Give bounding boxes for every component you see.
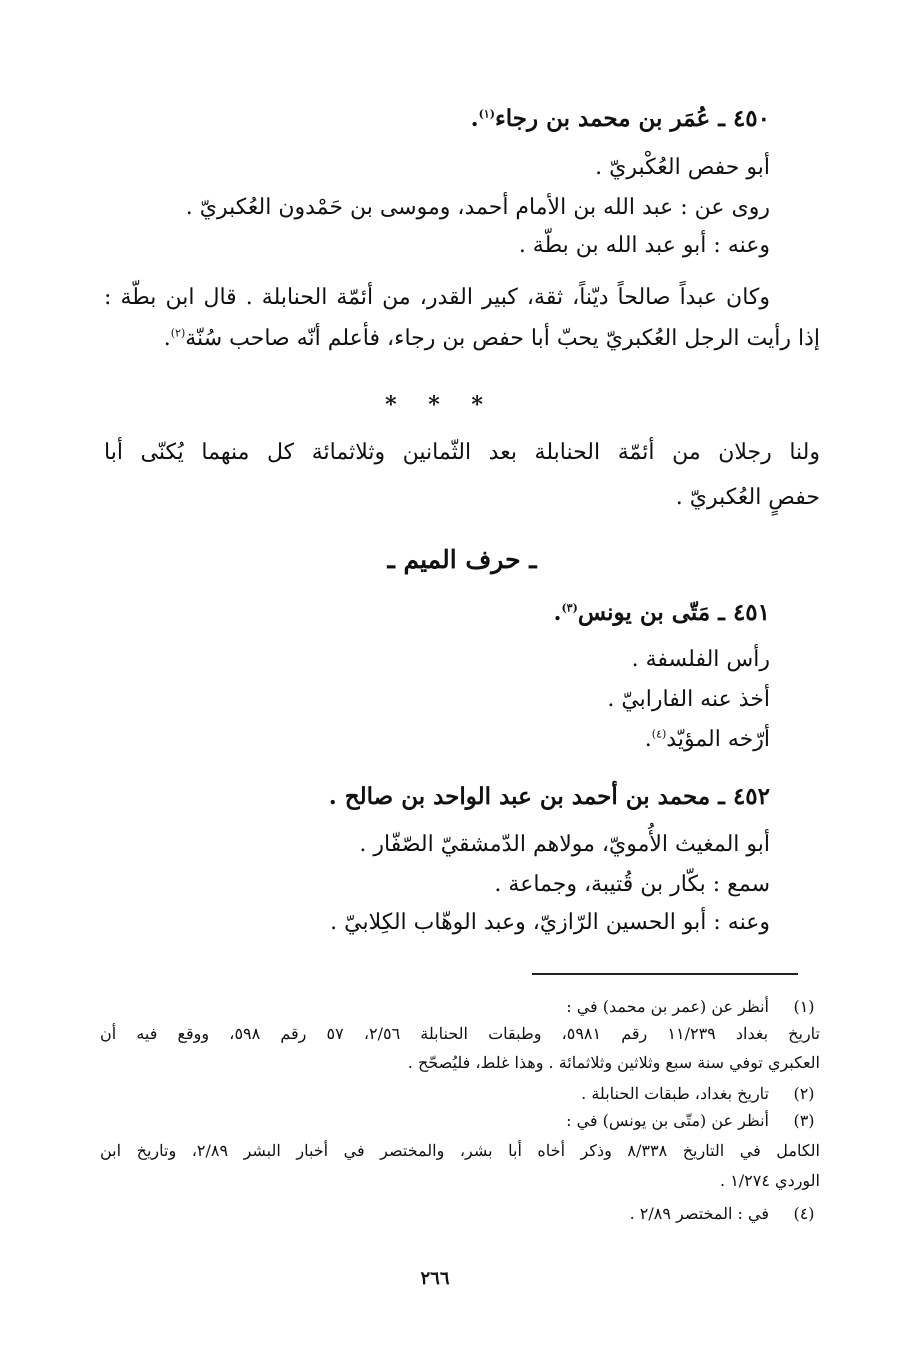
- footnote-1-line-2: تاريخ بغداد ١١/٢٣٩ رقم ٥٩٨١، وطبقات الحنابلة ٢/٥٦، ٥٧ رقم ٥٩٨، ووقع فيه أن: [100, 1024, 821, 1043]
- footnote-ref-1: (١): [478, 107, 495, 121]
- footnote-number-4: (٤): [793, 1204, 815, 1223]
- footnote-2-line-1: تاريخ بغداد، طبقات الحنابلة .: [581, 1084, 769, 1103]
- footnote-1-line-1: أنظر عن (عمر بن محمد) في :: [566, 997, 769, 1016]
- footnote-3-line-1: أنظر عن (متّى بن يونس) في :: [566, 1111, 769, 1130]
- footnote-3-line-2: الكامل في التاريخ ٨/٣٣٨ وذكر أخاه أبا بشر، والمختصر في أخبار البشر ٢/٨٩، وتاريخ ابن: [100, 1141, 820, 1160]
- entry-450-paragraph-line-1: وكان عبداً صالحاً ديّناً، ثقة، كبير القدر، من أئمّة الحنابلة . قال ابن بطّة :: [104, 285, 770, 310]
- entry-451-line-1: رأس الفلسفة .: [631, 647, 770, 672]
- entry-450-heading-end: .: [470, 105, 479, 132]
- entry-451-title: ٤٥١ ـ مَتّى بن يونس: [577, 599, 770, 626]
- footnote-ref-2: (٢): [170, 326, 186, 340]
- entry-451-line-3: [645, 725, 770, 755]
- footnote-ref-4: (٤): [651, 727, 667, 741]
- entry-451-heading: [553, 598, 770, 628]
- footnote-4-line-1: في : المختصر ٢/٨٩ .: [629, 1204, 769, 1223]
- section-title: ـ حرف الميم ـ: [387, 545, 537, 574]
- footnote-number-1: (١): [793, 997, 815, 1016]
- entry-450-kunya: أبو حفص العُكْبريّ .: [595, 155, 770, 180]
- footnote-ref-3: (٣): [561, 601, 578, 615]
- entry-450-narrated-from: روى عن : عبد الله بن الأمام أحمد، وموسى بن حَمْدون العُكبريّ .: [185, 195, 770, 220]
- entry-451-heading-end: .: [553, 599, 562, 626]
- footnote-1-line-3: العكبري توفي سنة سبع وثلاثين وثلاثمائة . وهذا غلط، فليُصحّح .: [407, 1053, 820, 1072]
- entry-451-line-2: أخذ عنه الفارابيّ .: [607, 687, 770, 712]
- entry-451-line-3-end: .: [644, 727, 652, 752]
- section-separator: * * *: [385, 392, 495, 418]
- entry-451-line-3-text: أرّخه المؤيّد: [666, 727, 770, 752]
- entry-452-line-2: سمع : بكّار بن قُتيبة، وجماعة .: [494, 872, 770, 897]
- footnote-3-line-3: الوردي ١/٢٧٤ .: [720, 1171, 820, 1190]
- entry-450-from-him: وعنه : أبو عبد الله بن بطّة .: [518, 233, 770, 258]
- entry-452-heading: ٤٥٢ ـ محمد بن أحمد بن عبد الواحد بن صالح .: [328, 783, 770, 810]
- footnote-number-2: (٢): [793, 1084, 815, 1103]
- entry-450-paragraph-end: .: [163, 326, 171, 351]
- entry-450-title: ٤٥٠ ـ عُمَر بن محمد بن رجاء: [494, 105, 770, 132]
- entry-450-paragraph-text: إذا رأيت الرجل العُكبريّ يحبّ أبا حفص بن رجاء، فأعلم أنّه صاحب سُنّة: [185, 326, 820, 351]
- footnote-number-3: (٣): [793, 1111, 815, 1130]
- entry-452-line-1: أبو المغيث الأُمويّ، مولاهم الدّمشقيّ الصّفّار .: [359, 832, 770, 857]
- footnote-divider: [532, 973, 798, 975]
- entry-450-heading: [471, 104, 770, 134]
- entry-452-line-3: وعنه : أبو الحسين الرّازيّ، وعبد الوهّاب الكِلابيّ .: [330, 910, 770, 935]
- page-number: ٢٦٦: [420, 1268, 450, 1289]
- note-paragraph-line-1: ولنا رجلان من أئمّة الحنابلة بعد الثّمانين وثلاثمائة كل منهما يُكنّى أبا: [104, 440, 820, 465]
- entry-450-paragraph-line-2: [164, 324, 820, 354]
- note-paragraph-line-2: حفصٍ العُكبريّ .: [675, 485, 820, 510]
